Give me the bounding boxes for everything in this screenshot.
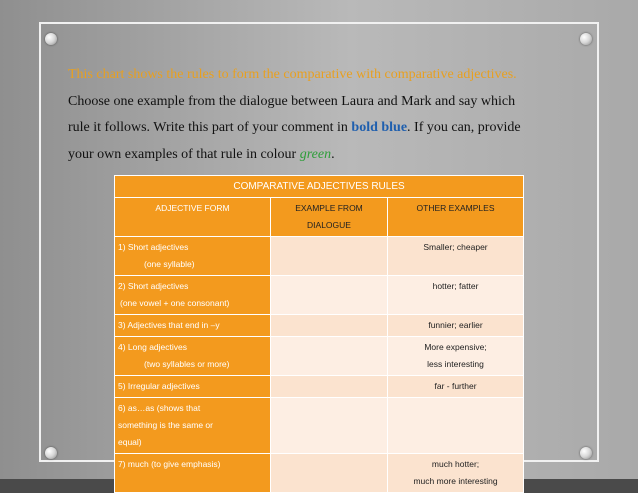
example-cell[interactable] <box>271 376 388 398</box>
table-header-row <box>115 198 524 237</box>
green-term: green <box>299 146 332 162</box>
other-examples-cell: Smaller; cheaper <box>388 237 524 276</box>
instructions-line-3-start: rule it follows. Write this part of your comment in <box>68 120 352 135</box>
bold-blue-term: bold blue <box>351 120 408 135</box>
example-cell[interactable] <box>271 315 388 337</box>
rivet-icon <box>45 447 57 459</box>
row-rule-label: 3) Adjectives that end in –y <box>115 315 271 337</box>
row-rule-label: 6) as…as (shows that something is the same or equal) <box>115 398 271 454</box>
example-cell[interactable] <box>271 454 388 493</box>
instructions-line-4-end: . <box>331 146 335 162</box>
instructions-line-4 <box>68 142 578 169</box>
other-examples-cell: funnier; earlier <box>388 315 524 337</box>
instructions-line-4-start: your own examples of that rule in colour <box>68 146 300 162</box>
example-cell[interactable] <box>271 276 388 315</box>
instructions-line-3-end: . If you can, provide <box>407 120 521 135</box>
example-cell[interactable] <box>271 337 388 376</box>
row-rule-label: 4) Long adjectives (two syllables or more) <box>115 337 271 376</box>
other-examples-cell <box>388 398 524 454</box>
other-examples-cell: far - further <box>388 376 524 398</box>
row-rule-label: 5) Irregular adjectives <box>115 376 271 398</box>
table-row <box>115 276 524 315</box>
table-row <box>115 315 524 337</box>
instructions-line-1: This chart shows the rules to form the comparative with comparative adjectives. <box>68 67 517 82</box>
table-title-row <box>115 176 524 198</box>
instructions-text <box>68 62 578 168</box>
other-examples-cell: much hotter; much more interesting <box>388 454 524 493</box>
row-rule-label: 2) Short adjectives (one vowel + one consonant) <box>115 276 271 315</box>
instructions-line-2: Choose one example from the dialogue between Laura and Mark and say which <box>68 93 516 109</box>
other-examples-cell: More expensive; less interesting <box>388 337 524 376</box>
rivet-icon <box>580 447 592 459</box>
table-row <box>115 237 524 276</box>
comparative-rules-table <box>114 175 524 493</box>
example-cell[interactable] <box>271 237 388 276</box>
instructions-line-3 <box>68 115 578 142</box>
row-rule-label: 1) Short adjectives (one syllable) <box>115 237 271 276</box>
table-row <box>115 376 524 398</box>
rivet-icon <box>580 33 592 45</box>
table-row <box>115 337 524 376</box>
table-row <box>115 398 524 454</box>
table-title: COMPARATIVE ADJECTIVES RULES <box>115 176 524 198</box>
header-adjective-form: ADJECTIVE FORM <box>115 198 271 237</box>
other-examples-cell: hotter; fatter <box>388 276 524 315</box>
rivet-icon <box>45 33 57 45</box>
table-row <box>115 454 524 493</box>
row-rule-label: 7) much (to give emphasis) <box>115 454 271 493</box>
header-other-examples: OTHER EXAMPLES <box>388 198 524 237</box>
example-cell[interactable] <box>271 398 388 454</box>
header-example-from-dialogue: EXAMPLE FROM DIALOGUE <box>271 198 388 237</box>
